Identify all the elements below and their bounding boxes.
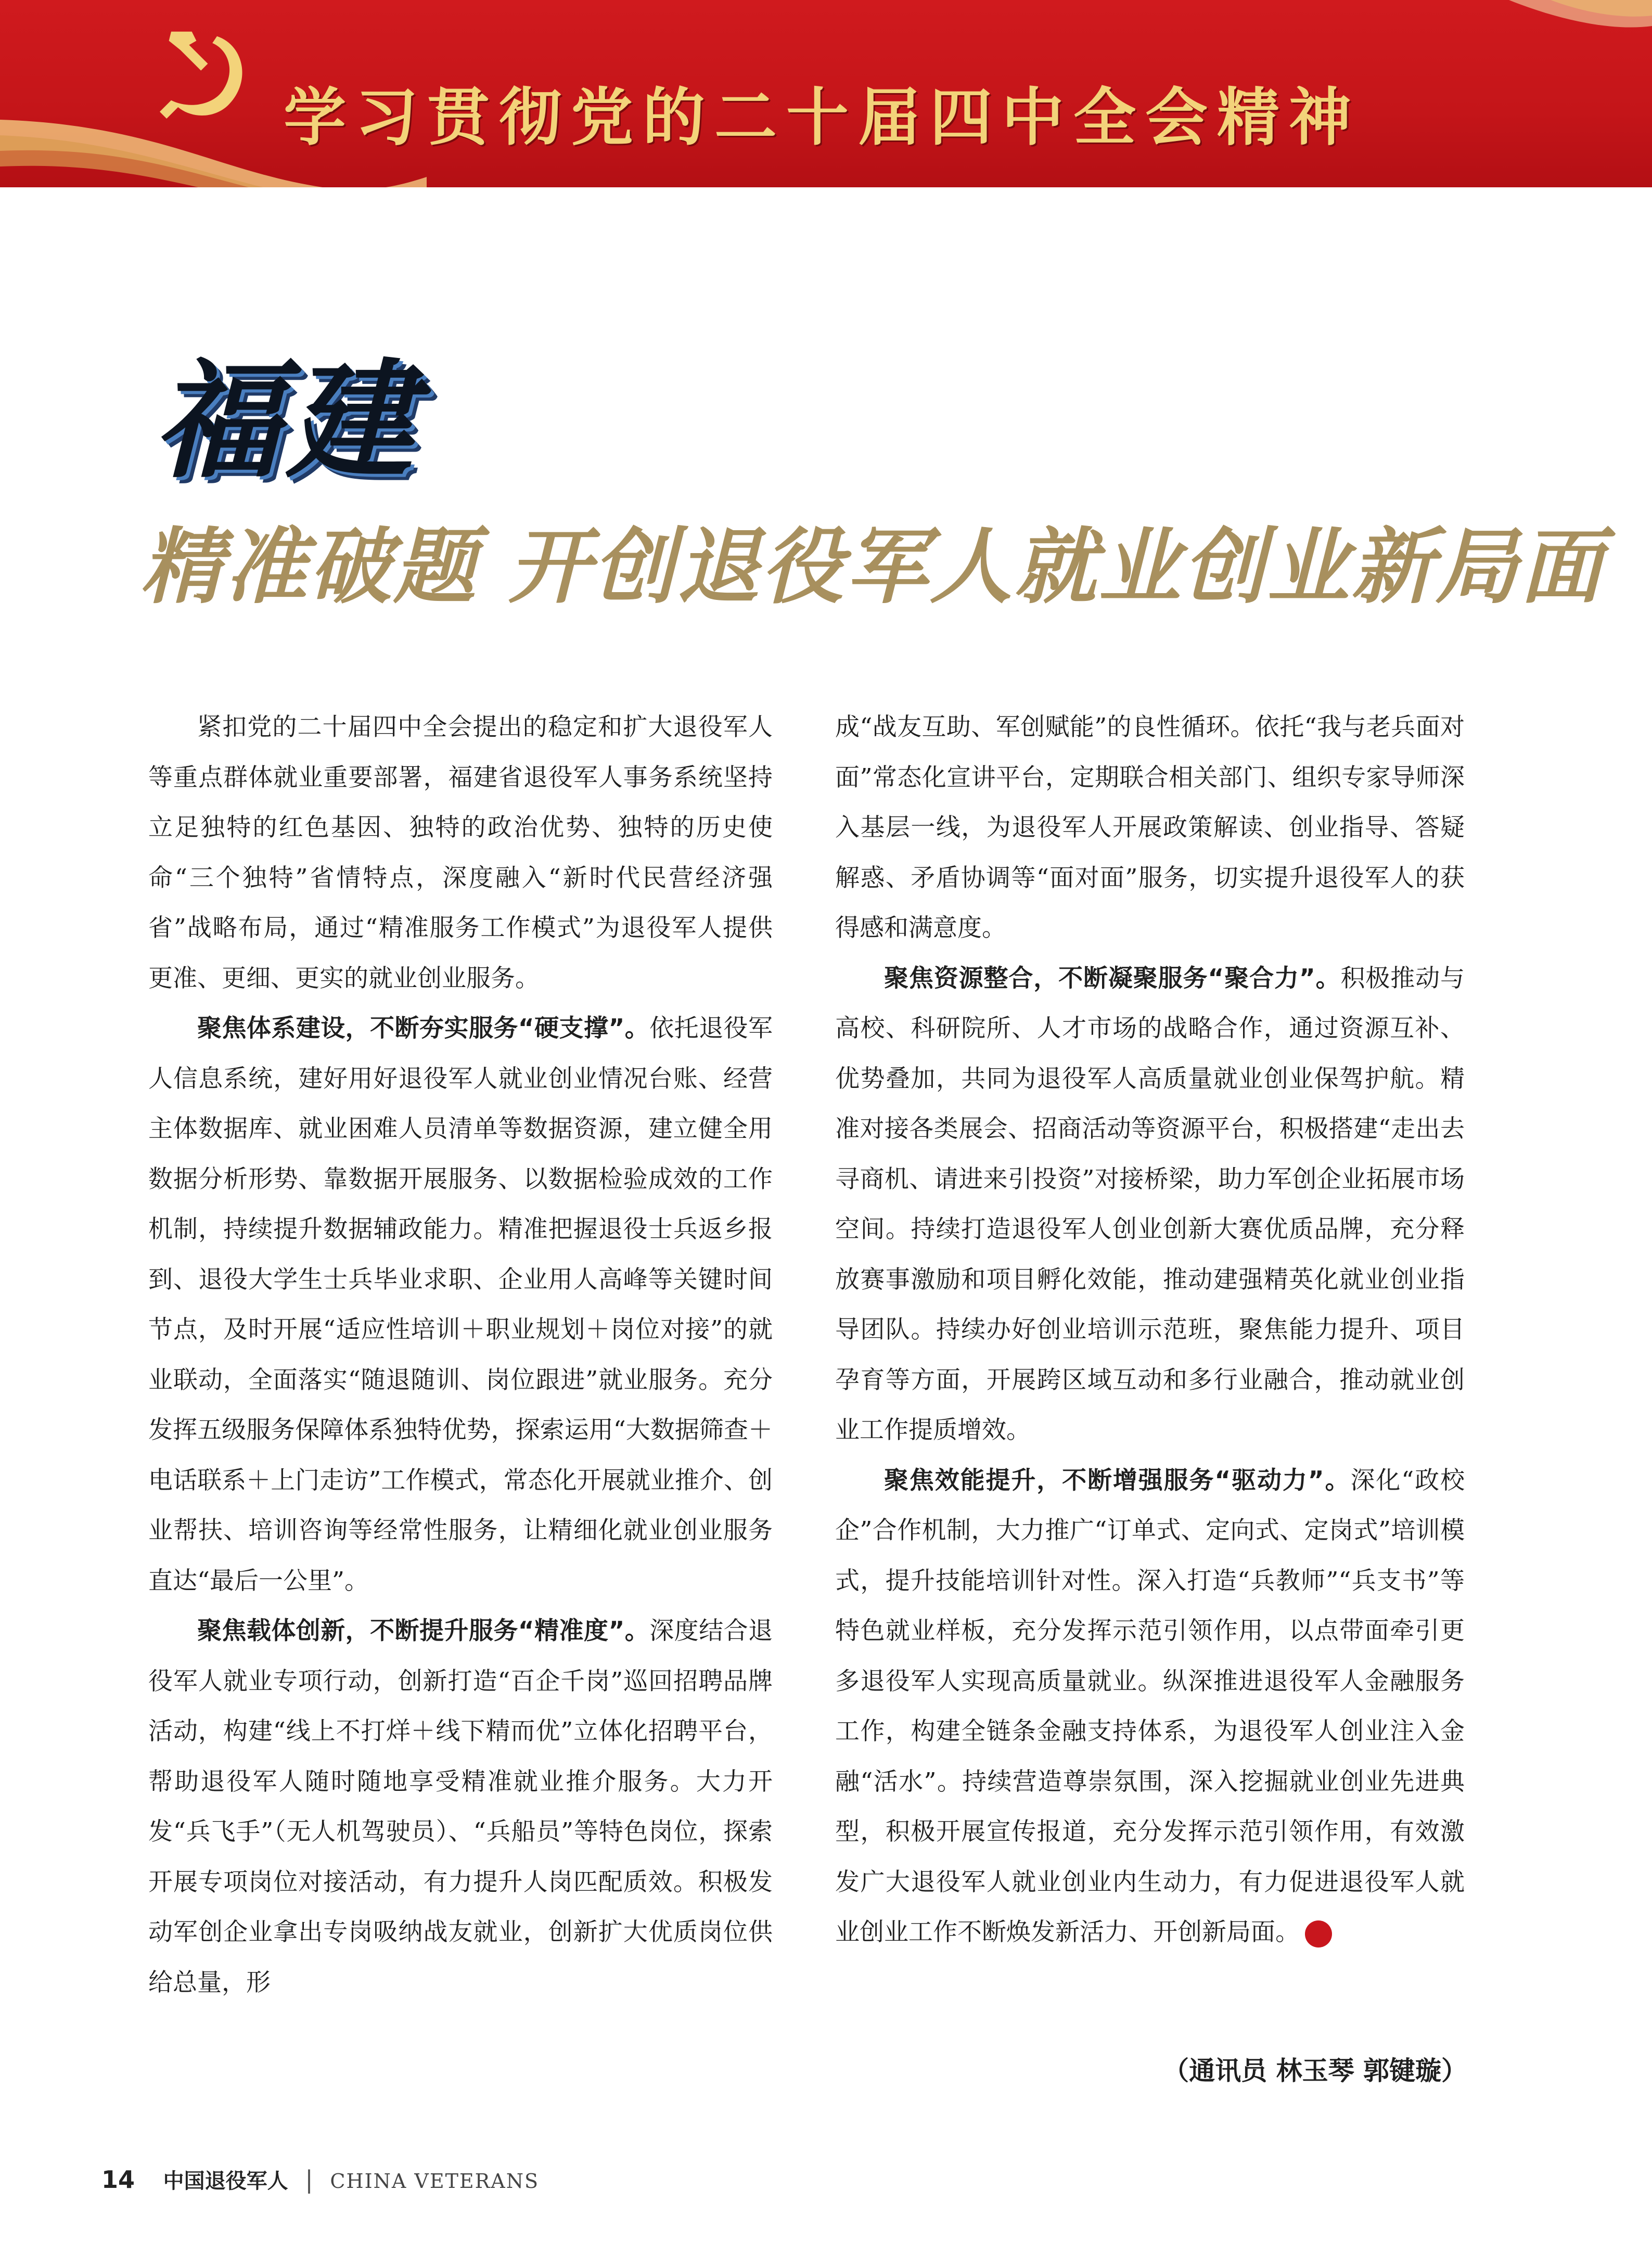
paragraph-intro: 紧扣党的二十届四中全会提出的稳定和扩大退役军人等重点群体就业重要部署，福建省退役军人事务系统坚持立足独特的红色基因、独特的政治优势、独特的历史使命“三个独特”省情特点，深度融入“新时代民营经济强省”战略布局，通过“精准服务工作模式”为退役军人提供更准、更细、更实的就业创业服务。 xyxy=(148,713,773,993)
paragraph-lead: 聚焦效能提升，不断增强服务“驱动力”。 xyxy=(884,1466,1351,1495)
byline: （通讯员 林玉琴 郭键璇） xyxy=(1163,2056,1467,2086)
end-mark-icon: V xyxy=(1305,1920,1332,1948)
article-column-left xyxy=(148,702,773,2008)
region-logo xyxy=(153,347,502,495)
article-column-right xyxy=(835,702,1465,1958)
magazine-name-en: CHINA VETERANS xyxy=(330,2170,539,2193)
header-banner xyxy=(0,0,1652,187)
magazine-name: 中国退役军人 xyxy=(163,2169,288,2193)
paragraph-text: 积极推动与高校、科研院所、人才市场的战略合作，通过资源互补、优势叠加，共同为退役军人高质量就业创业保驾护航。精准对接各类展会、招商活动等资源平台，积极搭建“走出去寻商机、请进来引投资”对接桥梁，助力军创企业拓展市场空间。持续打造退役军人创业创新大赛优质品牌，充分释放赛事激励和项目孵化效能，推动建强精英化就业创业指导团队。持续办好创业培训示范班，聚焦能力提升、项目孕育等方面，开展跨区域互动和多行业融合，推动就业创业工作提质增效。 xyxy=(835,964,1465,1444)
footer-separator: | xyxy=(305,2166,313,2194)
paragraph-lead: 聚焦载体创新，不断提升服务“精准度”。 xyxy=(197,1617,650,1645)
paragraph-lead: 聚焦体系建设，不断夯实服务“硬支撑”。 xyxy=(197,1014,650,1043)
paragraph-carrier-innovation xyxy=(148,1606,773,2008)
banner-title: 学习贯彻党的二十届四中全会精神 xyxy=(284,82,1361,154)
paragraph-continued: 成“战友互助、军创赋能”的良性循环。依托“我与老兵面对面”常态化宣讲平台，定期联合相关部门、组织专家导师深入基层一线，为退役军人开展政策解读、创业指导、答疑解惑、矛盾协调等“面对面”服务，切实提升退役军人的获得感和满意度。 xyxy=(835,713,1465,942)
paragraph-text: 深度结合退役军人就业专项行动，创新打造“百企千岗”巡回招聘品牌活动，构建“线上不打烊＋线下精而优”立体化招聘平台，帮助退役军人随时随地享受精准就业推介服务。大力开发“兵飞手”（无人机驾驶员）、“兵船员”等特色岗位，探索开展专项岗位对接活动，有力提升人岗匹配质效。积极发动军创企业拿出专岗吸纳战友就业，创新扩大优质岗位供给总量，形 xyxy=(148,1617,773,1997)
page-footer xyxy=(101,2164,539,2194)
paragraph-lead: 聚焦资源整合，不断凝聚服务“聚合力”。 xyxy=(884,964,1341,993)
paragraph-text: 深化“政校企”合作机制，大力推广“订单式、定向式、定岗式”培训模式，提升技能培训针对性。深入打造“兵教师”“兵支书”等特色就业样板，充分发挥示范引领作用，以点带面牵引更多退役军人实现高质量就业。纵深推进退役军人金融服务工作，构建全链条金融支持体系，为退役军人创业注入金融“活水”。持续营造尊崇氛围，深入挖掘就业创业先进典型，积极开展宣传报道，充分发挥示范引领作用，有效激发广大退役军人就业创业内生动力，有力促进退役军人就业创业工作不断焕发新活力、开创新局面。 xyxy=(835,1466,1465,1946)
hammer-sickle-icon xyxy=(148,16,263,130)
page-number: 14 xyxy=(101,2166,135,2194)
paragraph-resource-integration xyxy=(835,954,1465,1456)
paragraph-efficiency xyxy=(835,1456,1465,1958)
article-headline: 精准破题 开创退役军人就业创业新局面 xyxy=(140,519,1605,615)
paragraph-text: 依托退役军人信息系统，建好用好退役军人就业创业情况台账、经营主体数据库、就业困难人员清单等数据资源，建立健全用数据分析形势、靠数据开展服务、以数据检验成效的工作机制，持续提升数据辅政能力。精准把握退役士兵返乡报到、退役大学生士兵毕业求职、企业用人高峰等关键时间节点，及时开展“适应性培训＋职业规划＋岗位对接”的就业联动，全面落实“随退随训、岗位跟进”就业服务。充分发挥五级服务保障体系独特优势，探索运用“大数据筛查＋电话联系＋上门走访”工作模式，常态化开展就业推介、创业帮扶、培训咨询等经常性服务，让精细化就业创业服务直达“最后一公里”。 xyxy=(148,1014,773,1595)
paragraph-system-building xyxy=(148,1004,773,1606)
region-name: 福建 xyxy=(153,347,419,495)
